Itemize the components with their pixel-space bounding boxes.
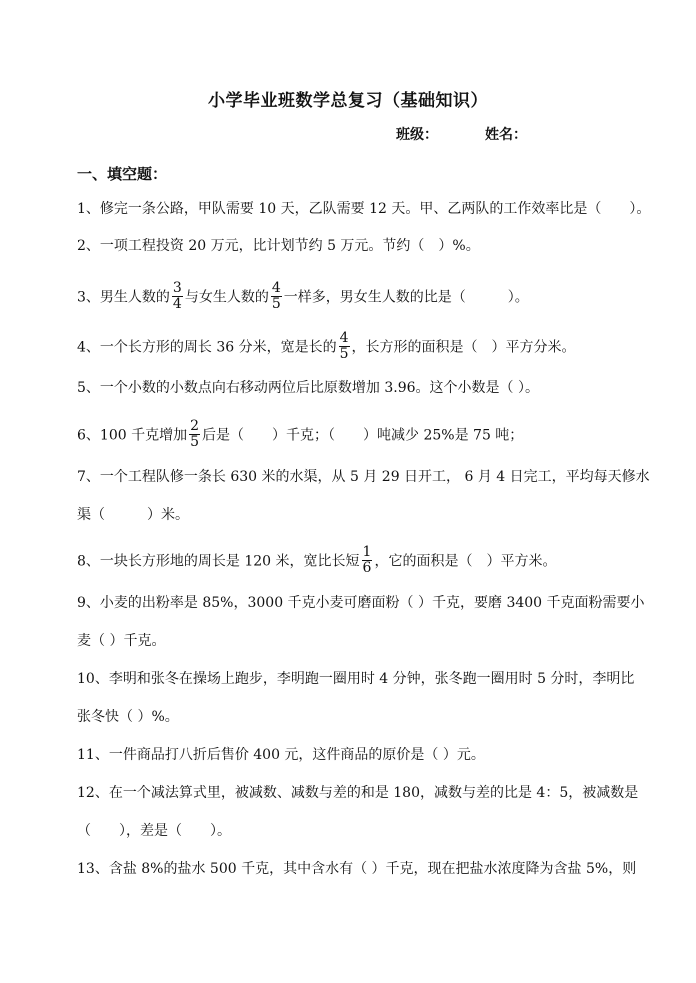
question-6-text-a: 6、100 千克增加: [77, 427, 188, 444]
question-3-text-c: 一样多，男女生人数的比是（ ）。: [283, 289, 529, 306]
fraction-denominator: 5: [271, 296, 281, 312]
question-1: 1、修完一条公路，甲队需要 10 天，乙队需要 12 天。甲、乙两队的工作效率比是（ ）。: [77, 201, 651, 217]
question-10-line-2: 张冬快（ ）%。: [77, 709, 179, 725]
question-8-text-b: ，它的面积是（ ）平方米。: [374, 553, 557, 570]
fraction-numerator: 3: [172, 280, 182, 296]
question-5: 5、一个小数的小数点向右移动两位后比原数增加 3.96。这个小数是（ ）。: [77, 380, 539, 396]
question-10-line-1: 10、李明和张冬在操场上跑步，李明跑一圈用时 4 分钟，张冬跑一圈用时 5 分时，李明比: [77, 671, 635, 687]
fraction-1-6: [362, 545, 373, 576]
fraction-denominator: 5: [339, 346, 349, 362]
question-7-line-1: 7、一个工程队修一条长 630 米的水渠，从 5 月 29 日开工， 6 月 4 日完工，平均每天修水: [77, 469, 650, 485]
fraction-numerator: 4: [339, 330, 349, 346]
fraction-3-4: [172, 281, 183, 312]
fraction-4-5: [339, 331, 350, 362]
fraction-denominator: 6: [362, 560, 372, 576]
question-9-line-2: 麦（ ）千克。: [77, 633, 166, 649]
question-3: [77, 282, 529, 313]
question-8-text-a: 8、一块长方形地的周长是 120 米，宽比长短: [77, 553, 360, 570]
question-7-line-2: 渠（ ）米。: [77, 507, 189, 523]
question-6-text-b: 后是（ ）千克；（ ）吨减少 25%是 75 吨；: [202, 427, 524, 444]
fraction-4-5: [271, 281, 282, 312]
fraction-denominator: 4: [172, 296, 182, 312]
question-3-text-b: 与女生人数的: [184, 289, 269, 306]
fraction-numerator: 2: [190, 418, 200, 434]
question-11: 11、一件商品打八折后售价 400 元，这件商品的原价是（ ）元。: [77, 747, 485, 763]
fraction-numerator: 1: [362, 544, 372, 560]
fraction-2-5: [189, 419, 200, 450]
question-4-text-b: ，长方形的面积是（ ）平方分米。: [351, 339, 576, 356]
name-label: 姓名：: [485, 127, 527, 143]
question-12-line-2: （ ），差是（ ）。: [77, 823, 231, 839]
fraction-numerator: 4: [271, 280, 281, 296]
question-8: [77, 546, 556, 577]
class-label: 班级：: [396, 127, 438, 143]
page-title: 小学毕业班数学总复习（基础知识）: [208, 91, 488, 111]
section-title: 一、填空题：: [77, 165, 168, 183]
question-12-line-1: 12、在一个减法算式里，被减数、减数与差的和是 180，减数与差的比是 4：5，被减数是: [77, 785, 639, 801]
question-13-line-1: 13、含盐 8%的盐水 500 千克，其中含水有（ ）千克，现在把盐水浓度降为含盐 5%，则: [77, 861, 637, 877]
question-3-text-a: 3、男生人数的: [77, 289, 170, 306]
question-4-text-a: 4、一个长方形的周长 36 分米，宽是长的: [77, 339, 337, 356]
question-4: [77, 332, 576, 363]
question-9-line-1: 9、小麦的出粉率是 85%，3000 千克小麦可磨面粉（ ）千克，要磨 3400 千克面粉需要小: [77, 595, 645, 611]
fraction-denominator: 5: [190, 434, 200, 450]
question-2: 2、一项工程投资 20 万元，比计划节约 5 万元。节约（ ）%。: [77, 238, 480, 254]
question-6: [77, 420, 523, 451]
